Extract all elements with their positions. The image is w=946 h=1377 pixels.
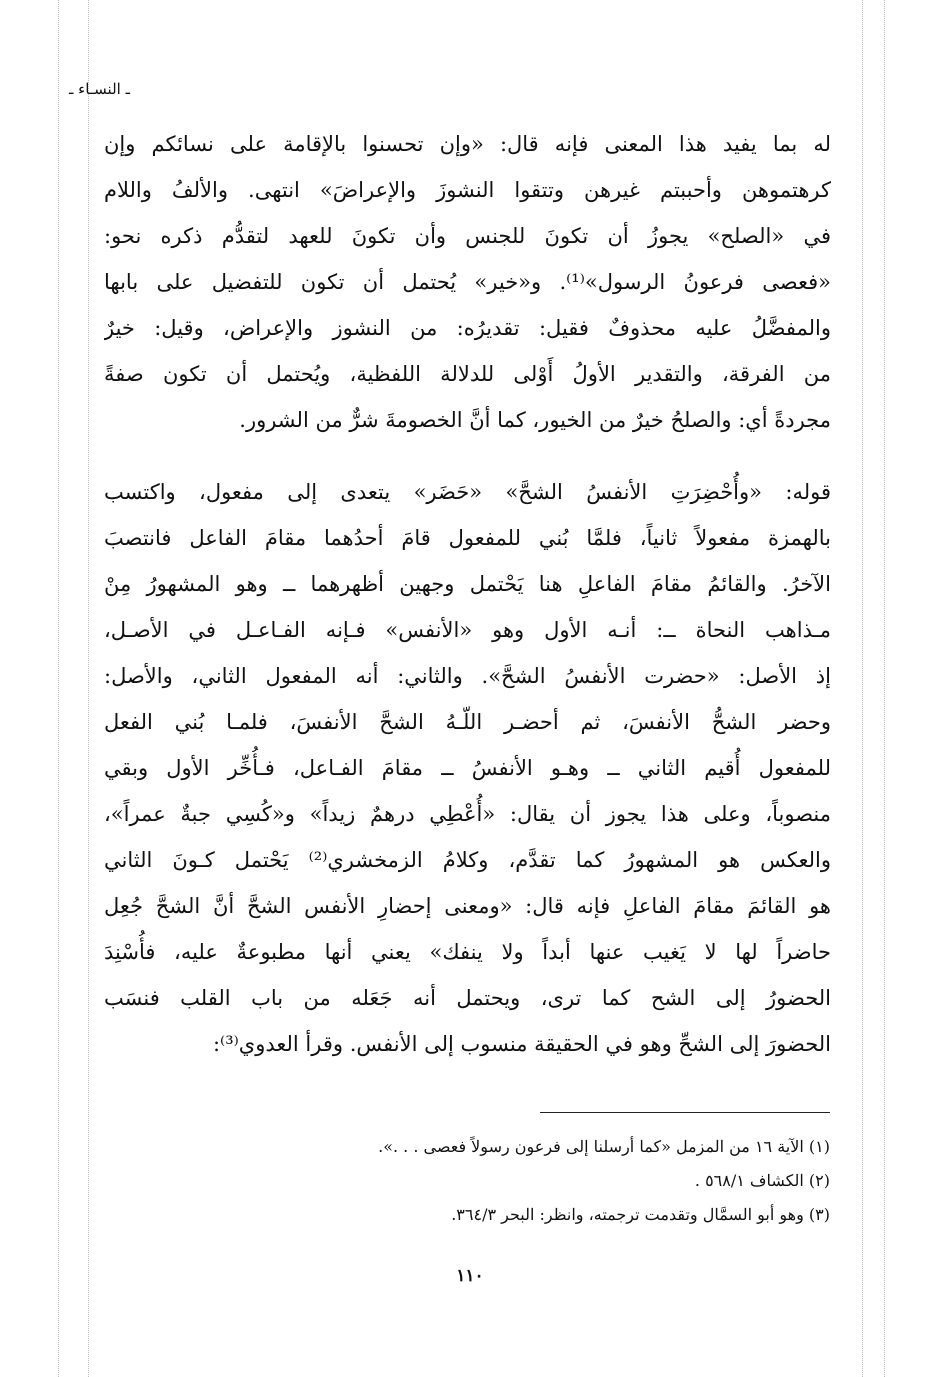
footnotes	[250, 1130, 830, 1232]
text-line: من الفرقة، والتقدير الأولُ أَوْلى للدلالة اللفظية، ويُحتمل أن تكون صفةً	[104, 362, 831, 386]
paragraph-1	[104, 121, 831, 443]
paragraph-2	[104, 469, 831, 1067]
footnote: (٣) وهو أبو السمَّال وتقدمت ترجمته، وانظر: البحر ٣٦٤/٣.	[451, 1205, 830, 1224]
text-line: «فعصى فرعونُ الرسول»⁽¹⁾. و«خير» يُحتمل أن تكون للتفضيل على بابها	[104, 270, 831, 294]
scan-edge-dots	[884, 0, 885, 1377]
text-line: هو القائمَ مقامَ الفاعلِ فإنه قال: «ومعنى إحضارِ الأنفس الشحَّ أنَّ الشحَّ جُعِل	[104, 894, 831, 918]
scan-edge-dots	[862, 0, 863, 1377]
text-line: للمفعول أُقيم الثاني ــ وهـو الأنفسُ ــ مقامَ الفـاعل، فـأُخِّر الأول وبقي	[104, 756, 831, 780]
footnote-separator	[540, 1112, 830, 1113]
footnote: (٢) الكشاف ٥٦٨/١ .	[694, 1171, 830, 1190]
text-line: حاضراً لها لا يَغيب عنها أبداً ولا ينفك» يعني أنها مطبوعةٌ عليه، فأُسْنِدَ	[104, 940, 831, 964]
text-line: له بما يفيد هذا المعنى فإنه قال: «وإن تحسنوا بالإقامة على نسائكم وإن	[104, 132, 831, 156]
footnote: (١) الآية ١٦ من المزمل «كما أرسلنا إلى فرعون رسولاً فعصى . . .».	[378, 1137, 830, 1156]
text-line: منصوباً، وعلى هذا يجوز أن يقال: «أُعْطِي درهمٌ زيداً» و«كُسِي جبةٌ عمراً»،	[104, 802, 831, 826]
text-line: قوله: «وأُحْضِرَتِ الأنفسُ الشحَّ» «حَضَر» يتعدى إلى مفعول، واكتسب	[104, 480, 831, 504]
scan-edge-dots	[88, 0, 89, 1377]
text-line: مجردةً أي: والصلحُ خيرٌ من الخيور، كما أنَّ الخصومةَ شرٌّ من الشرور.	[239, 408, 831, 432]
text-line: الحضورَ إلى الشحِّ وهو في الحقيقة منسوب إلى الأنفس. وقرأ العدوي⁽³⁾:	[212, 1032, 831, 1056]
text-line: الآخرُ. والقائمُ مقامَ الفاعلِ هنا يَحْتمل وجهين أظهرهما ــ وهو المشهورُ مِنْ	[104, 572, 831, 596]
text-line: إذ الأصل: «حضرت الأنفسُ الشحَّ». والثاني: أنه المفعول الثاني، والأصل:	[104, 664, 831, 688]
page-number: ١١٠	[456, 1266, 484, 1286]
text-line: والمفضَّلُ عليه محذوفٌ فقيل: تقديرُه: من النشوز والإعراض، وقيل: خيرٌ	[104, 316, 831, 340]
text-line: كرهتموهن وأحببتم غيرهن وتتقوا النشوزَ والإعراضَ» انتهى. والألفُ واللام	[104, 178, 831, 202]
text-line: بالهمزة مفعولاً ثانياً، فلمَّا بُني للمفعول قامَ أحدُهما مقامَ الفاعل فانتصبَ	[104, 526, 831, 550]
text-line: والعكس هو المشهورُ كما تقدَّم، وكلامُ الزمخشري⁽²⁾ يَحْتمل كـونَ الثاني	[104, 848, 831, 872]
text-line: وحضر الشحُّ الأنفسَ، ثم أحضـر اللّـهُ الشحَّ الأنفسَ، فلمـا بُني الفعل	[104, 710, 831, 734]
text-line: مـذاهب النحاة ــ: أنـه الأول وهو «الأنفس» فـإنه الفـاعـل في الأصـل،	[104, 618, 831, 642]
text-line: الحضورُ إلى الشح كما ترى، ويحتمل أنه جَعَله من باب القلب فنسَب	[104, 986, 831, 1010]
scan-edge-dots	[58, 0, 59, 1377]
running-header: ـ النسـاء ـ	[69, 80, 130, 98]
text-line: في «الصلح» يجوزُ أن تكونَ للجنس وأن تكونَ للعهد لتقدُّم ذكره نحو:	[104, 224, 831, 248]
